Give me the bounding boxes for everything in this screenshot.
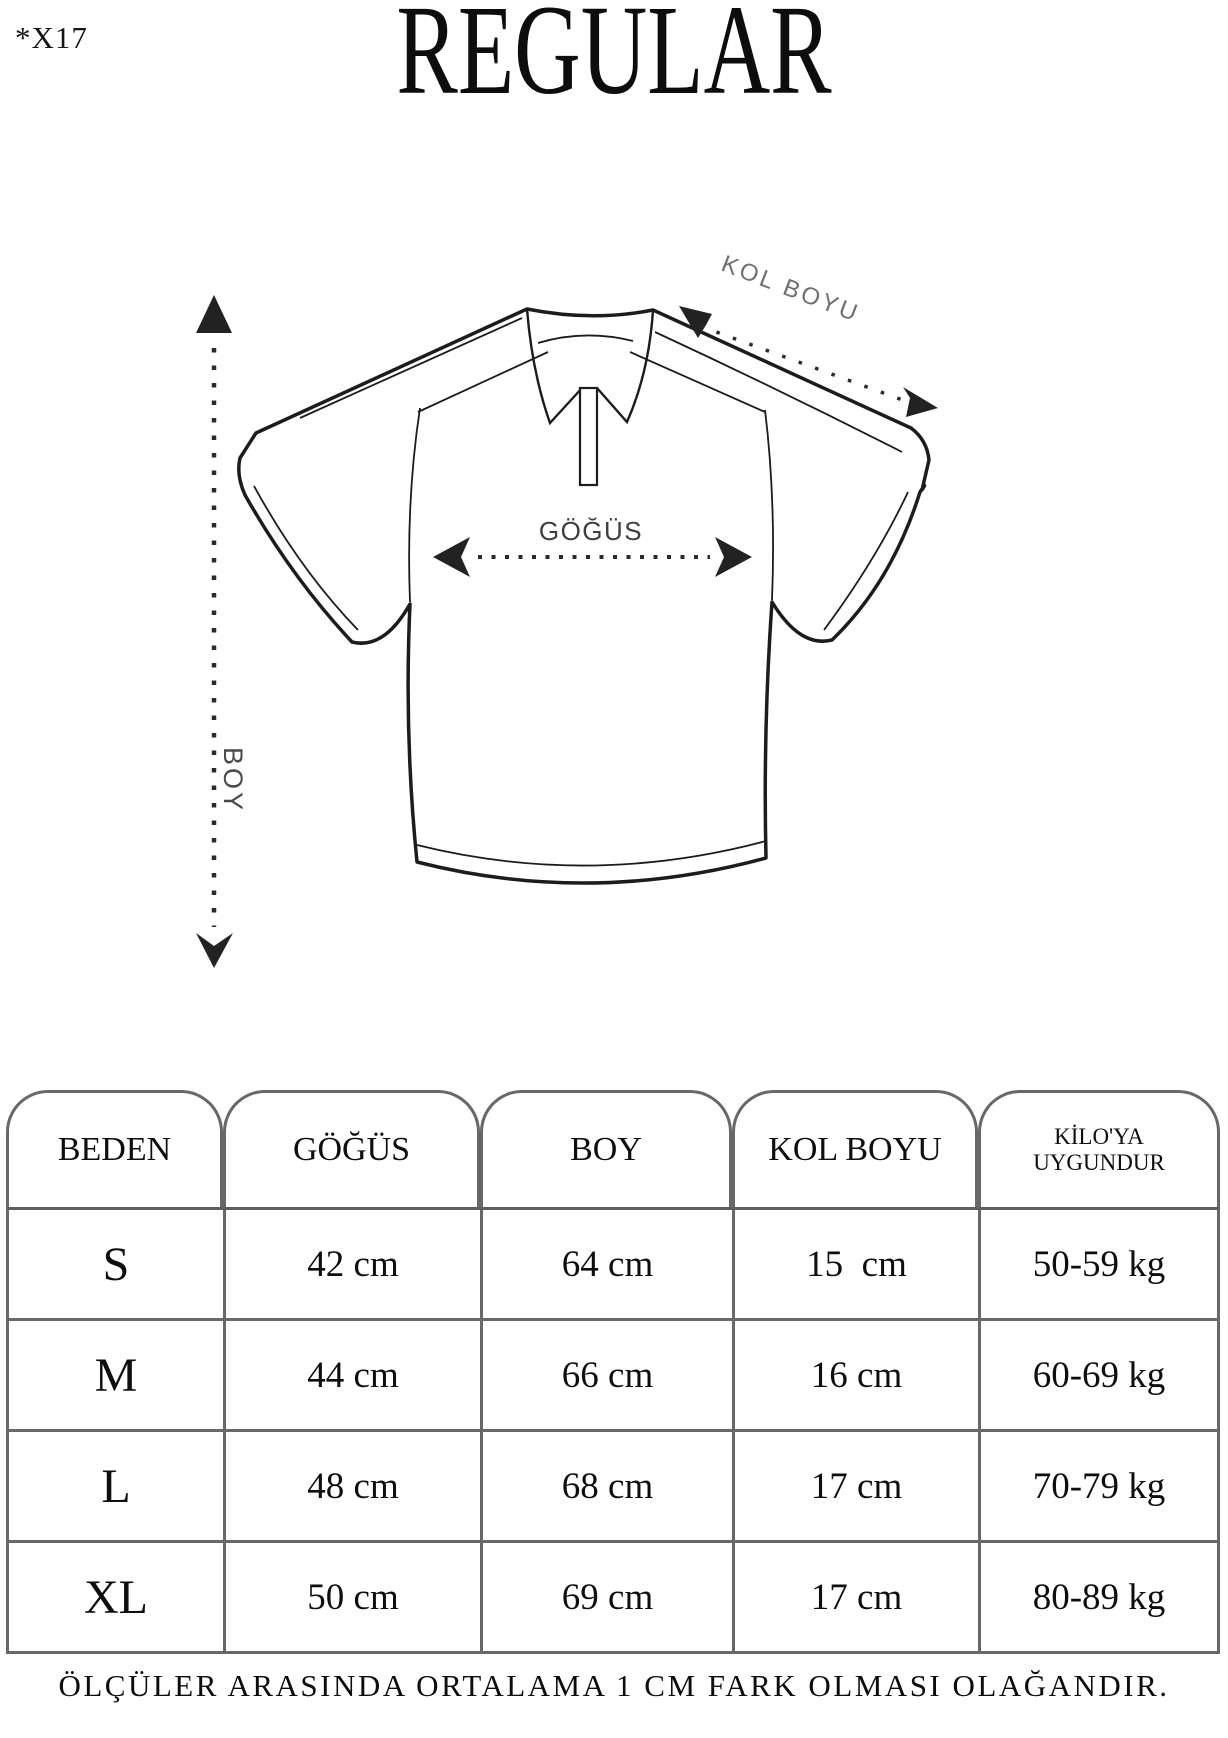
cell-length: 64 cm — [480, 1210, 732, 1318]
cell-weight: 80-89 kg — [978, 1543, 1217, 1651]
cell-size: XL — [84, 1570, 148, 1624]
cell-weight: 60-69 kg — [978, 1321, 1217, 1429]
table-row-xl — [9, 1540, 1217, 1651]
placket — [580, 388, 597, 485]
cell-length: 68 cm — [480, 1432, 732, 1540]
column-header-kol-boyu: KOL BOYU — [732, 1090, 978, 1207]
arrow-up-icon — [196, 295, 232, 333]
cell-length: 69 cm — [480, 1543, 732, 1651]
table-row-m — [9, 1318, 1217, 1429]
cell-length: 66 cm — [480, 1321, 732, 1429]
cell-chest: 50 cm — [223, 1543, 480, 1651]
arrow-downright-icon — [903, 387, 938, 417]
length-arrow-label: BOY — [218, 746, 248, 814]
chest-arrow-label: GÖĞÜS — [538, 516, 644, 546]
column-header-gogus: GÖĞÜS — [223, 1090, 480, 1207]
cell-sleeve: 15 cm — [732, 1210, 978, 1318]
arrow-down-icon — [196, 933, 233, 968]
sleeve-arrow-label: KOL BOYU — [717, 250, 864, 328]
cell-sleeve: 16 cm — [732, 1321, 978, 1429]
cell-size: M — [94, 1348, 138, 1402]
product-code: *X17 — [15, 20, 88, 55]
column-header-kiloya-uygundur: KİLO'YA UYGUNDUR — [978, 1090, 1220, 1207]
cell-sleeve: 17 cm — [732, 1543, 978, 1651]
page-title: REGULAR — [396, 0, 832, 121]
tolerance-note: ÖLÇÜLER ARASINDA ORTALAMA 1 CM FARK OLMASI OLAĞANDIR. — [58, 1668, 1170, 1703]
table-row-s — [9, 1210, 1217, 1318]
cell-weight: 50-59 kg — [978, 1210, 1217, 1318]
cell-chest: 48 cm — [223, 1432, 480, 1540]
cell-size: S — [102, 1237, 130, 1291]
column-header-beden: BEDEN — [6, 1090, 223, 1207]
column-header-boy: BOY — [480, 1090, 732, 1207]
cell-size: L — [101, 1459, 131, 1513]
cell-sleeve: 17 cm — [732, 1432, 978, 1540]
table-row-l — [9, 1429, 1217, 1540]
size-table-body — [6, 1207, 1220, 1654]
cell-weight: 70-79 kg — [978, 1432, 1217, 1540]
size-table-header — [6, 1090, 1220, 1207]
cell-chest: 42 cm — [223, 1210, 480, 1318]
cell-chest: 44 cm — [223, 1321, 480, 1429]
size-table — [6, 1090, 1220, 1654]
length-arrow — [196, 295, 248, 968]
